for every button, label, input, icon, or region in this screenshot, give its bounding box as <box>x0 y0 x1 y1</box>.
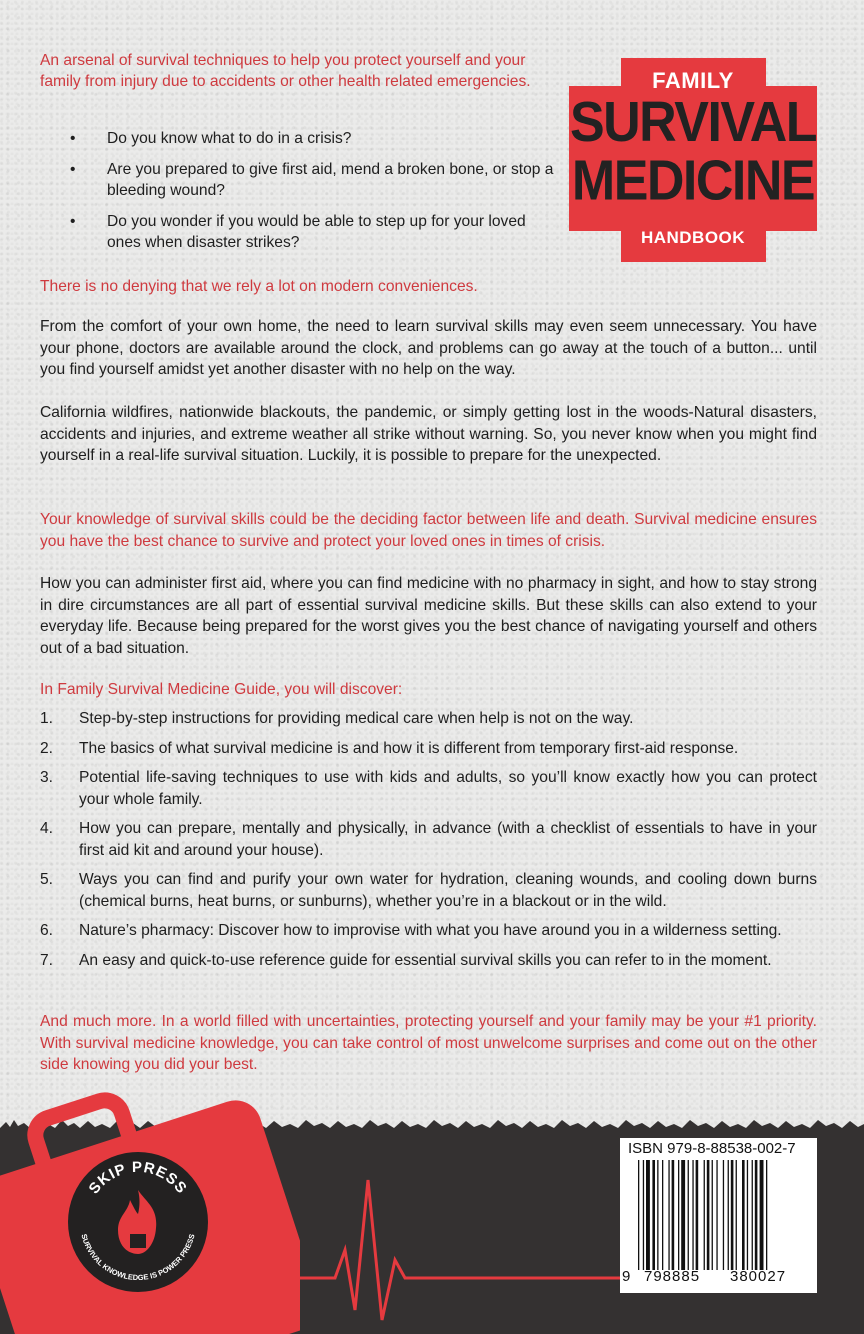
comfort-paragraph: From the comfort of your own home, the need to learn survival skills may even seem unnecessary. You have your phone, doctors are available around the clock, and problems can go away at the touch of a button... until you find yourself amidst yet another disaster with no help on the way. <box>40 318 817 378</box>
list-item: 2. The basics of what survival medicine is and how it is different from temporary first-aid response. <box>40 739 739 757</box>
publisher-name: SKIP PRESS <box>85 1158 191 1198</box>
administer-paragraph: How you can administer first aid, where you can find medicine with no pharmacy in sight, and how to stay strong in dire circumstances are all part of essential survival medicine skills. But these skills can also extend to your everyday life. Because being prepared for the worst gives you the best chance of navigating yourself and others out of a bad situation. <box>40 575 817 657</box>
book-logo-cross <box>569 58 817 262</box>
list-item: 1. Step-by-step instructions for providing medical care when help is not on the way. <box>40 710 634 727</box>
knowledge-paragraph: Your knowledge of survival skills could be the deciding factor between life and death. Survival medicine ensures you have the best chance to survive and protect your loved ones in times of crisis. <box>40 511 817 550</box>
logo-handbook: HANDBOOK <box>640 228 746 247</box>
isbn-barcode-block: ISBN 979-8-88538-002-7 9 798885 380027 <box>620 1138 817 1293</box>
bullet-icon: • <box>70 130 76 147</box>
logo-title: SURVIVAL MEDICINE <box>569 91 817 213</box>
list-item: • Are you prepared to give first aid, mend a broken bone, or stop a bleeding wound? <box>70 160 554 199</box>
isbn-label: ISBN 979-8-88538-002-7 <box>628 1140 796 1157</box>
conveniences-text: There is no denying that we rely a lot on modern conveniences. <box>40 278 478 295</box>
closing-paragraph: And much more. In a world filled with uncertainties, protecting yourself and your family may be your #1 priority. With survival medicine knowledge, you can take control of most unwelcome surprises and come out on the other side knowing you did your best. <box>40 1013 817 1073</box>
list-item: • Do you wonder if you would be able to step up for your loved ones when disaster strikes? <box>70 212 526 251</box>
publisher-tagline: SURVIVAL KNOWLEDGE IS POWER PRESS <box>79 1232 197 1283</box>
wildfires-paragraph: California wildfires, nationwide blackouts, the pandemic, or simply getting lost in the woods-Natural disasters, accidents and injuries, and extreme weather all strike without warning. So, you never know when you might find yourself in a real-life survival situation. Luckily, it is possible to prepare for the unexpected. <box>40 404 817 464</box>
bullet-icon: • <box>70 160 76 178</box>
list-item: 5. Ways you can find and purify your own water for hydration, cleaning wounds, and cooling down burns (chemical burns, heat burns, or sunburns), whether you’re in a blackout or in the wild. <box>40 871 817 910</box>
list-item: • Do you know what to do in a crisis? <box>70 128 560 150</box>
bullet-icon: • <box>70 212 76 230</box>
list-item: 3. Potential life-saving techniques to use with kids and adults, so you’ll know exactly how you can protect your whole family. <box>40 769 817 808</box>
logo-family: FAMILY <box>652 68 734 93</box>
question-list <box>70 128 560 263</box>
discoveries-list <box>40 708 817 979</box>
list-item: 4. How you can prepare, mentally and physically, in advance (with a checklist of essentials to have in your first aid kit and around your house). <box>40 820 817 859</box>
barcode-graphic <box>638 1160 812 1270</box>
intro-text: An arsenal of survival techniques to help you protect yourself and your family from injury due to accidents or other health related emergencies. <box>40 52 531 90</box>
publisher-badge <box>66 1150 210 1294</box>
discover-heading: In Family Survival Medicine Guide, you will discover: <box>40 681 403 698</box>
list-item: 6. Nature’s pharmacy: Discover how to improvise with what you have around you in a wilderness setting. <box>40 922 782 939</box>
list-item: 7. An easy and quick-to-use reference guide for essential survival skills you can refer to in the moment. <box>40 951 772 969</box>
